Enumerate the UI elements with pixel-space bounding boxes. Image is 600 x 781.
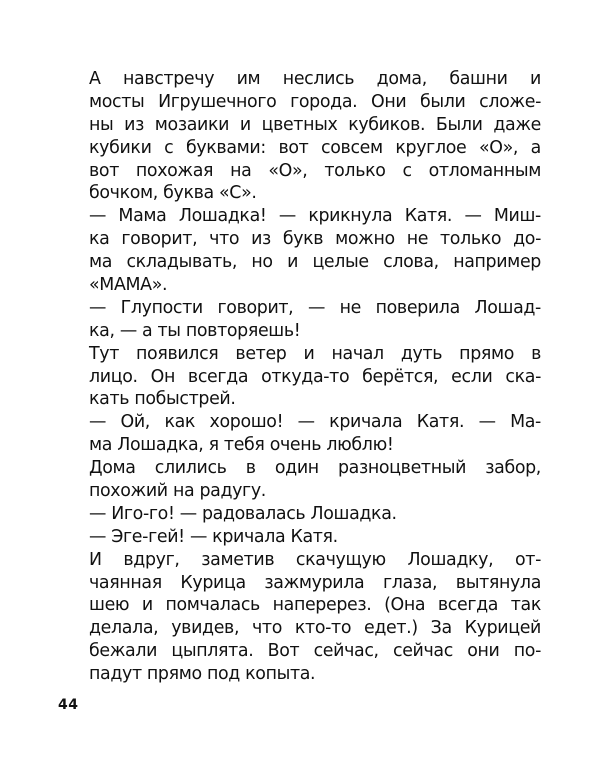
text-line: похожий на радугу. [89,481,266,502]
text-line: А навстречу им неслись дома, башни и [89,69,541,89]
text-line: ма складывать, но и целые слова, например [89,252,541,273]
text-line: — Мама Лошадка! — крикнула Катя. — Миш- [89,206,541,227]
text-line: — Ой, как хорошо! — кричала Катя. — Ма- [89,412,541,433]
text-line: — Эге-гей! — кричала Катя. [89,526,338,547]
body-text [89,68,541,686]
text-line: кубики с буквами: вот совсем круглое «О», а [89,137,541,158]
text-line: ны из мозаики и цветных кубиков. Были даже [89,114,541,135]
text-line: кать побыстрей. [89,389,236,410]
text-line: мосты Игрушечного города. Они были сложе- [89,91,541,112]
text-line: Тут появился ветер и начал дуть прямо в [89,343,541,364]
text-line: — Иго-го! — радовалась Лошадка. [89,503,397,524]
text-line: делала, увидев, что кто-то едет.) За Курицей [89,618,541,639]
text-line: чаянная Курица зажмурила глаза, вытянула [89,572,541,593]
page-number: 44 [58,697,79,713]
text-line: лицо. Он всегда откуда-то берётся, если ска- [89,366,541,387]
text-line: Дома слились в один разноцветный забор, [89,458,541,479]
text-line: падут прямо под копыта. [89,664,316,685]
text-line: бочком, буква «С». [89,183,257,204]
text-line: бежали цыплята. Вот сейчас, сейчас они по- [89,641,541,662]
text-line: вот похожая на «О», только с отломанным [89,160,541,181]
text-line: — Глупости говорит, — не поверила Лошад- [89,297,541,318]
text-line: шею и помчалась наперерез. (Она всегда так [89,595,541,616]
text-line: ма Лошадка, я тебя очень люблю! [89,435,394,456]
text-line: ка, — а ты повторяешь! [89,320,301,341]
text-line: ка говорит, что из букв можно не только до- [89,229,541,250]
text-line: «МАМА». [89,275,168,296]
text-line: И вдруг, заметив скачущую Лошадку, от- [89,549,541,570]
